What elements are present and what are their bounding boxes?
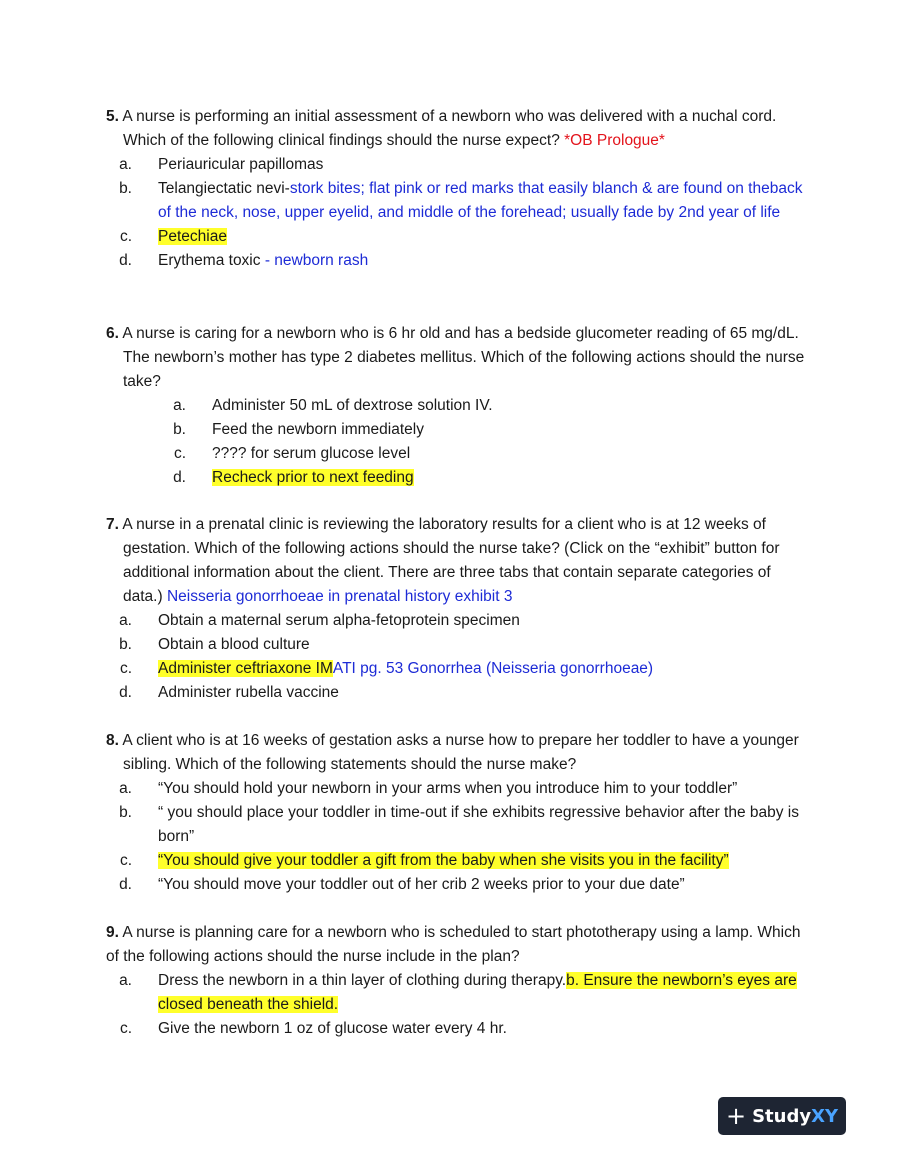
option-letter: a. [173,397,186,414]
question-text: A nurse in a prenatal clinic is reviewing the laboratory results for a client who is at 12 weeks of gestation. Which of the following actions should the nurse take? (Click on the “exhibit” button for additional information about the client. There are three tabs that contain separate categories of data.) [118,516,780,605]
question-number: 7. [106,516,119,533]
option-letter: c. [119,660,132,677]
source-note: Neisseria gonorrhoeae in prenatal history exhibit 3 [166,588,513,605]
option-note: ATI pg. 53 Gonorrhea (Neisseria gonorrhoeae) [332,660,654,677]
option-d [106,681,806,705]
option-letter: c. [119,852,132,869]
question-text: A client who is at 16 weeks of gestation asks a nurse how to prepare her toddler to have a younger sibling. Which of the following statements should the nurse make? [118,732,799,773]
option-letter: a. [119,780,132,797]
option-text: Obtain a blood culture [158,636,310,653]
plus-icon: + [725,1102,747,1130]
correct-answer-highlight: “You should give your toddler a gift from the baby when she visits you in the facility” [158,852,729,869]
option-text: Give the newborn 1 oz of glucose water every 4 hr. [158,1020,507,1037]
option-a [160,394,806,418]
correct-answer-highlight: b. Ensure the newborn’s eyes are closed beneath the shield. [158,972,797,1013]
question-text: A nurse is performing an initial assessment of a newborn who was delivered with a nuchal cord. Which of the following clinical findings should the nurse expect? [118,108,777,149]
question-number: 5. [106,108,119,125]
correct-answer-highlight: Recheck prior to next feeding [212,469,414,486]
question-9-stem [106,921,806,969]
option-a [106,777,806,801]
question-7-stem [106,513,806,609]
option-text: Periauricular papillomas [158,156,324,173]
option-c [160,442,806,466]
option-text: “ you should place your toddler in time-out if she exhibits regressive behavior after the baby is born” [158,804,800,845]
option-letter: a. [119,972,132,989]
option-a [106,969,806,1017]
option-note: stork bites; flat pink or red marks that easily blanch & are found on theback of the neck, nose, upper eyelid, and middle of the forehead; usually fade by 2nd year of life [158,180,803,221]
option-a [106,153,806,177]
option-d [106,873,806,897]
option-c [106,225,806,249]
option-letter: b. [119,804,132,821]
option-text: Erythema toxic [158,252,261,269]
option-text: Dress the newborn in a thin layer of clothing during therapy. [158,972,567,989]
question-number: 6. [106,325,119,342]
option-letter: d. [173,469,186,486]
option-b [106,801,806,849]
option-letter: a. [119,156,132,173]
option-letter: b. [119,180,132,197]
question-9 [106,921,806,1041]
option-text: “You should move your toddler out of her crib 2 weeks prior to your due date” [158,876,685,893]
question-6 [106,322,806,490]
option-letter: c. [173,445,186,462]
question-text: A nurse is planning care for a newborn who is scheduled to start phototherapy using a lamp. Which of the following actions should the nurse include in the plan? [106,924,801,965]
question-8 [106,729,806,897]
brand-name: Study [752,1105,812,1127]
question-5 [106,105,806,273]
question-8-stem [106,729,806,777]
option-text: Administer rubella vaccine [158,684,339,701]
brand-accent: XY [811,1105,839,1127]
source-note: *OB Prologue* [564,132,665,149]
option-b [160,418,806,442]
option-letter: d. [119,684,132,701]
option-text: “You should hold your newborn in your arms when you introduce him to your toddler” [158,780,738,797]
option-d [160,466,806,490]
option-letter: a. [119,612,132,629]
option-c [106,657,806,681]
option-note: - newborn rash [260,252,369,269]
studyxy-badge [718,1097,846,1135]
option-letter: b. [173,421,186,438]
option-letter: d. [119,876,132,893]
correct-answer-highlight: Administer ceftriaxone IM [158,660,333,677]
option-text: Administer 50 mL of dextrose solution IV. [212,397,493,414]
option-a [106,609,806,633]
option-b [106,633,806,657]
question-7 [106,513,806,705]
option-letter: c. [119,228,132,245]
question-number: 9. [106,924,119,941]
question-text: A nurse is caring for a newborn who is 6 hr old and has a bedside glucometer reading of 65 mg/dL. The newborn’s mother has type 2 diabetes mellitus. Which of the following actions should the nurse take? [118,325,805,390]
option-text: Obtain a maternal serum alpha-fetoprotein specimen [158,612,520,629]
correct-answer-highlight: Petechiae [158,228,227,245]
question-5-stem [106,105,806,153]
option-c [106,849,806,873]
option-letter: b. [119,636,132,653]
option-text: ???? for serum glucose level [212,445,411,462]
question-number: 8. [106,732,119,749]
option-b [106,177,806,225]
option-letter: c. [119,1020,132,1037]
option-d [106,249,806,273]
option-text: Feed the newborn immediately [212,421,424,438]
option-letter: d. [119,252,132,269]
question-6-stem [106,322,806,394]
option-text: Telangiectatic nevi- [158,180,290,197]
option-c [106,1017,806,1041]
